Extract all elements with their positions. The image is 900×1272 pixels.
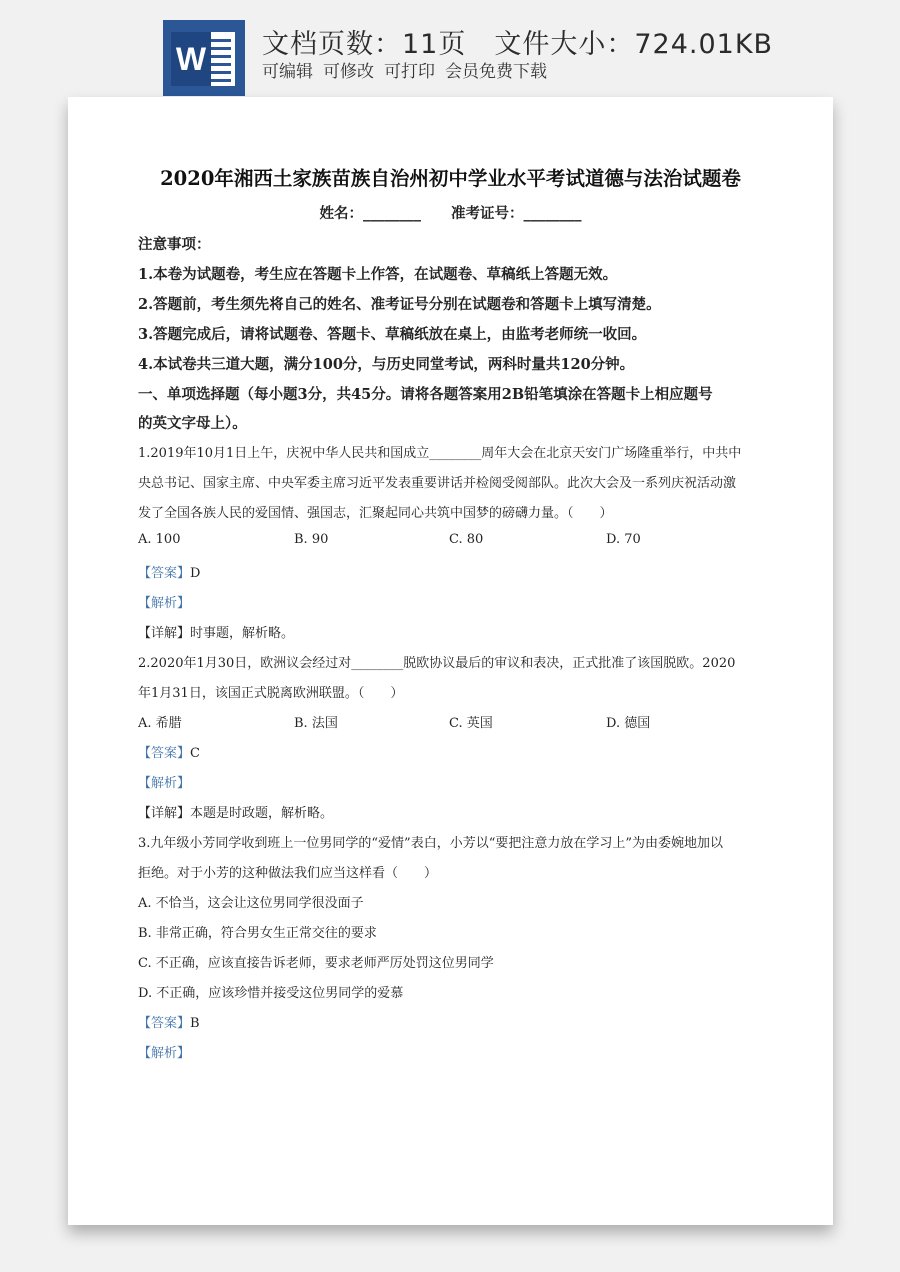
q2-answer — [138, 742, 200, 761]
q3-text: 3.九年级小芳同学收到班上一位男同学的“爱情”表白，小芳以“要把注意力放在学习上”为由委婉地加以 — [138, 836, 723, 851]
section-heading: 一、单项选择题（每小题3分，共45分。请将各题答案用2B铅笔填涂在答题卡上相应题号 — [138, 386, 713, 403]
notice-item: 4.本试卷共三道大题，满分100分，与历史同堂考试，两科时量共120分钟。 — [138, 356, 635, 373]
q1-text: 1.2019年10月1日上午，庆祝中华人民共和国成立________周年大会在北京天安门广场隆重举行，中共中 — [138, 446, 742, 461]
candidate-info-line — [68, 202, 833, 223]
notice-item: 3.答题完成后，请将试题卷、答题卡、草稿纸放在桌上，由监考老师统一收回。 — [138, 326, 647, 343]
answer-tag: 【答案】 — [138, 746, 191, 761]
feature-modifiable: 可修改 — [323, 62, 374, 82]
detail-text: 本题是时政题，解析略。 — [190, 806, 334, 821]
analysis-tag: 【解析】 — [138, 776, 191, 791]
q2-option-b: B. 法国 — [294, 716, 338, 731]
q3-option-b: B. 非常正确，符合男女生正常交往的要求 — [138, 926, 377, 941]
answer-tag: 【答案】 — [138, 1016, 191, 1031]
q3-answer — [138, 1012, 200, 1031]
q1-analysis — [138, 592, 190, 611]
q1-option-b: B. 90 — [294, 532, 329, 547]
notice-heading: 注意事项： — [138, 236, 211, 253]
analysis-tag: 【解析】 — [138, 1046, 191, 1061]
id-field-label: 准考证号：________ — [451, 205, 582, 222]
q2-option-c: C. 英国 — [449, 716, 493, 731]
q3-option-c: C. 不正确，应该直接告诉老师，要求老师严厉处罚这位男同学 — [138, 956, 494, 971]
name-field-label: 姓名：________ — [319, 205, 421, 222]
feature-editable: 可编辑 — [262, 62, 313, 82]
section-heading-cont: 的英文字母上）。 — [138, 415, 247, 432]
logo-letter: W — [175, 41, 207, 77]
q1-option-a: A. 100 — [138, 532, 181, 547]
q2-option-d: D. 德国 — [606, 716, 651, 731]
feature-list — [262, 57, 557, 82]
document-page — [68, 97, 833, 1225]
answer-value: D — [190, 566, 201, 581]
answer-value: B — [190, 1016, 200, 1031]
feature-printable: 可打印 — [384, 62, 435, 82]
page-count: 文档页数：11页 — [262, 29, 467, 60]
q2-analysis — [138, 772, 190, 791]
q1-detail — [138, 622, 294, 641]
feature-member-download[interactable]: 会员免费下载 — [445, 62, 547, 82]
word-document-icon — [163, 20, 245, 96]
q2-text: 年1月31日，该国正式脱离欧洲联盟。（ ） — [138, 686, 404, 701]
download-banner — [0, 0, 900, 100]
q3-option-a: A. 不恰当，这会让这位男同学很没面子 — [138, 896, 364, 911]
q3-text: 拒绝。对于小芳的这种做法我们应当这样看（ ） — [138, 866, 438, 881]
q1-text: 发了全国各族人民的爱国情、强国志，汇聚起同心共筑中国梦的磅礴力量。（ ） — [138, 506, 613, 521]
q3-option-d: D. 不正确，应该珍惜并接受这位男同学的爱慕 — [138, 986, 404, 1001]
q1-option-c: C. 80 — [449, 532, 484, 547]
q2-detail — [138, 802, 333, 821]
file-info-title — [262, 22, 773, 61]
q1-option-d: D. 70 — [606, 532, 641, 547]
q3-analysis — [138, 1042, 190, 1061]
q2-text: 2.2020年1月30日，欧洲议会经过对________脱欧协议最后的审议和表决，正式批准了该国脱欧。2020 — [138, 656, 736, 671]
q2-option-a: A. 希腊 — [138, 716, 182, 731]
detail-text: 时事题，解析略。 — [190, 626, 295, 641]
file-size: 文件大小：724.01KB — [494, 29, 774, 60]
notice-item: 2.答题前，考生须先将自己的姓名、准考证号分别在试题卷和答题卡上填写清楚。 — [138, 296, 661, 313]
detail-tag: 【详解】 — [138, 626, 191, 641]
answer-tag: 【答案】 — [138, 566, 191, 581]
answer-value: C — [190, 746, 200, 761]
detail-tag: 【详解】 — [138, 806, 191, 821]
document-title: 2020年湘西土家族苗族自治州初中学业水平考试道德与法治试题卷 — [160, 167, 741, 190]
analysis-tag: 【解析】 — [138, 596, 191, 611]
q1-text: 央总书记、国家主席、中央军委主席习近平发表重要讲话并检阅受阅部队。此次大会及一系列庆祝活动激 — [138, 476, 737, 491]
q1-answer — [138, 562, 200, 581]
notice-item: 1.本卷为试题卷，考生应在答题卡上作答，在试题卷、草稿纸上答题无效。 — [138, 266, 618, 283]
